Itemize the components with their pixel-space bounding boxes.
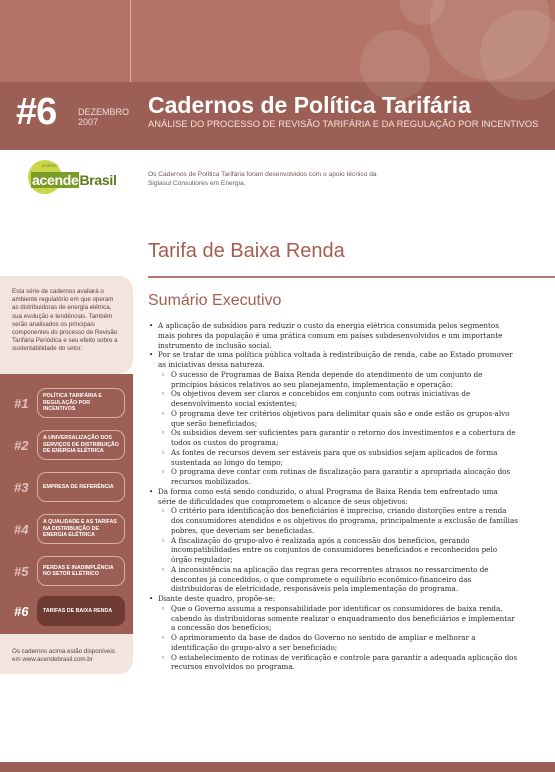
series-item-2[interactable] [12, 430, 128, 460]
decorative-circle [480, 10, 555, 100]
sidebar-footer-text: Os cadernos acima estão disponíveis em www.acendebrasil.com.br [12, 648, 115, 664]
logo-wordmark [31, 172, 117, 188]
summary-subbullet: ◦ Os objetivos devem ser claros e concebidos em conjunto com outras iniciativas de desenvolvimento social existentes; [148, 389, 518, 409]
issue-year: 2007 [78, 117, 99, 127]
title-divider [148, 276, 555, 278]
series-item-5[interactable] [12, 556, 128, 586]
series-item-6-current[interactable] [12, 596, 128, 626]
series-item-1[interactable] [12, 388, 128, 418]
header-divider [130, 0, 131, 82]
series-subtitle: ANÁLISE DO PROCESSO DE REVISÃO TARIFÁRIA E DA REGULAÇÃO POR INCENTIVOS [148, 118, 539, 129]
series-item-4[interactable] [12, 514, 128, 544]
summary-subbullet: ◦ O programa deve contar com rotinas de fiscalização para garantir a apropriada alocação dos recursos mobilizados. [148, 467, 518, 487]
series-title: Cadernos de Política Tarifária [148, 92, 471, 118]
executive-summary [148, 321, 518, 672]
summary-subbullet: ◦ O critério para identificação dos beneficiários é impreciso, criando distorções entre a renda dos consumidores atendidos e os objetivos do programa, principalmente a exclusão de famílias pobres, que deveriam ser beneficiadas. [148, 506, 518, 535]
series-item-number: #3 [14, 480, 29, 495]
summary-subbullet: ◦ Que o Governo assuma a responsabilidade por identificar os consumidores de baixa renda, cabendo às distribuidoras somente realizar o enquadramento dos beneficiários e implementar a concessão dos benefícios; [148, 604, 518, 633]
document-title: Tarifa de Baixa Renda [148, 240, 345, 262]
series-item-number: #1 [14, 396, 29, 411]
summary-bullet: • Por se tratar de uma política pública voltada à redistribuição de renda, cabe ao Estado promover as iniciativas dessa natureza. [148, 350, 518, 370]
header-banner [0, 0, 555, 150]
sidebar-intro-text: Esta série de cadernos avaliará o ambiente regulatório em que operam as distribuidoras de energia elétrica, sua evolução e tendências. Também serão analisados os principais componentes do processo de Revisão Tarifária Periódica e seu efeito sobre a sustentabilidade do setor. [12, 288, 118, 353]
summary-subbullet: ◦ Os subsídios devem ser suficientes para garantir o retorno dos investimentos e a cobertura de todos os custos do programa; [148, 428, 518, 448]
series-item-label: A QUALIDADE E AS TARIFAS NA DISTRIBUIÇÃO DE ENERGIA ELÉTRICA [37, 514, 125, 544]
logo-word-acende: acende [32, 172, 79, 188]
sidebar-footer [0, 634, 133, 674]
series-item-number: #2 [14, 438, 29, 453]
series-item-number: #6 [14, 604, 29, 619]
summary-bullet: • Da forma como está sendo conduzido, o atual Programa de Baixa Renda tem enfrentado uma série de dificuldades que comprometem o alcance de seus objetivos: [148, 487, 518, 507]
summary-list [148, 321, 518, 672]
series-item-label: TARIFAS DE BAIXA RENDA [37, 596, 125, 626]
summary-subbullet: ◦ As fontes de recursos devem ser estáveis para que os subsídios sejam aplicados de forma sustentada ao longo do tempo; [148, 448, 518, 468]
summary-subbullet: ◦ A fiscalização do grupo-alvo é realizada após a concessão dos benefícios, gerando incompatibilidades entre os conjuntos de consumidores beneficiados e reconhecidos pelo órgão regulador; [148, 536, 518, 565]
summary-subbullet: ◦ O aprimoramento da base de dados do Governo no sentido de ampliar e melhorar a identificação do grupo-alvo a ser beneficiado; [148, 633, 518, 653]
logo-tagline: Instituto [42, 163, 58, 168]
summary-bullet: • Diante deste quadro, propõe-se: [148, 594, 518, 604]
issue-number: #6 [16, 91, 57, 133]
section-title: Sumário Executivo [148, 292, 282, 309]
decorative-circle [360, 30, 430, 100]
summary-bullet: • A aplicação de subsídios para reduzir o custo da energia elétrica consumida pelos segmentos mais pobres da população é uma prática comum em países subdesenvolvidos e um importante instrumento de inclusão social. [148, 321, 518, 350]
support-note: Os Cadernos de Política Tarifária foram desenvolvidos com o apoio técnico da Siglasul Consultores em Energia. [148, 171, 377, 187]
footer-band [0, 762, 555, 772]
acende-brasil-logo [28, 160, 117, 196]
series-item-number: #5 [14, 564, 29, 579]
logo-word-brasil: Brasil [79, 172, 117, 188]
summary-subbullet: ◦ O estabelecimento de rotinas de verificação e controle para garantir a adequada aplicação dos recursos envolvidos no programa. [148, 653, 518, 673]
series-item-label: A UNIVERSALIZAÇÃO DOS SERVIÇOS DE DISTRIBUIÇÃO DE ENERGIA ELÉTRICA [37, 430, 125, 460]
series-item-number: #4 [14, 522, 29, 537]
series-item-label: PERDAS E INADIMPLÊNCIA NO SETOR ELÉTRICO [37, 556, 125, 586]
series-item-label: EMPRESA DE REFERÊNCIA [37, 472, 125, 502]
series-menu [0, 374, 133, 634]
issue-month: DEZEMBRO [78, 107, 130, 117]
summary-subbullet: ◦ O programa deve ter critérios objetivos para delimitar quais são e onde estão os grupos-alvo que serão beneficiados; [148, 409, 518, 429]
summary-subbullet: ◦ A inconsistência na aplicação das regras gera recorrentes atrasos no ressarcimento de descontos já concedidos, o que compromete o equilíbrio econômico-financeiro das distribuidoras de eletricidade, responsáveis pela implementação do programa. [148, 565, 518, 594]
summary-subbullet: ◦ O sucesso de Programas de Baixa Renda depende do atendimento de um conjunto de princípios básicos relativos ao seu planejamento, implementação e operação: [148, 370, 518, 390]
sidebar-intro [0, 276, 133, 374]
series-item-label: POLÍTICA TARIFÁRIA E REGULAÇÃO POR INCENTIVOS [37, 388, 125, 418]
series-item-3[interactable] [12, 472, 128, 502]
